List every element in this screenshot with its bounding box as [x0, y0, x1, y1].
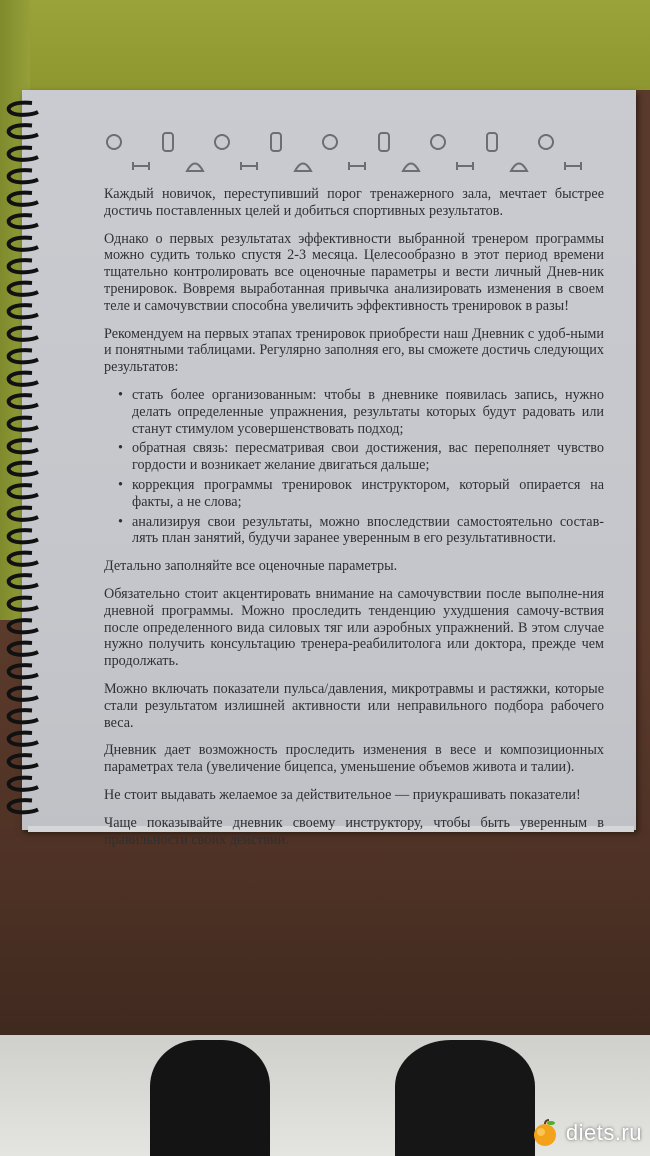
pattern-doodle — [187, 164, 203, 172]
spiral-ring — [9, 215, 38, 227]
spiral-ring — [9, 305, 38, 317]
spiral-ring — [9, 800, 38, 812]
spiral-ring — [9, 530, 38, 542]
pattern-doodle — [107, 135, 121, 149]
spiral-ring — [9, 710, 38, 722]
pattern-doodle — [215, 135, 229, 149]
pattern-doodle — [487, 133, 497, 151]
paragraph: Каждый новичок, переступивший порог тренажерного зала, мечтает быстрее достичь поставленных целей и добиться спортивных результатов. — [104, 186, 604, 219]
paragraph: Не стоит выдавать желаемое за действительное — приукрашивать показатели! — [104, 786, 581, 803]
spiral-ring — [9, 485, 38, 497]
pattern-doodle — [295, 164, 311, 172]
spiral-ring — [9, 328, 38, 340]
spiral-ring — [9, 778, 38, 790]
spiral-ring — [9, 103, 38, 115]
spiral-ring — [9, 395, 38, 407]
spiral-ring — [9, 643, 38, 655]
spiral-ring — [9, 125, 38, 137]
list-item: • анализируя свои результаты, можно впоследствии самостоятельно состав-лять план занятий, будучи заранее уверенным в его результативности. — [132, 514, 604, 548]
apple-logo-icon — [530, 1118, 560, 1148]
spiral-ring — [9, 170, 38, 182]
list-item: • обратная связь: пересматривая свои достижения, вас переполняет чувство гордости и возникает желание двигаться дальше; — [132, 440, 604, 474]
article-text — [104, 186, 604, 859]
spiral-ring — [9, 260, 38, 272]
shoe-left — [150, 1040, 270, 1156]
spiral-ring — [9, 350, 38, 362]
shoe-right — [395, 1040, 535, 1156]
spiral-ring — [9, 463, 38, 475]
pattern-doodle — [457, 162, 473, 170]
list-item: • коррекция программы тренировок инструктором, который опирается на факты, а не слова; — [132, 477, 604, 511]
pattern-doodle — [323, 135, 337, 149]
paragraph: Обязательно стоит акцентировать внимание на самочувствии после выполне-ния дневной программы. Можно проследить тенденцию ухудшения самочу-вствия после определенного вида силовых тяг или аэробных упражнений. В этом случае нужно получить консультацию тренера-реабилитолога или доктора, прежде чем продолжать. — [104, 585, 604, 670]
pattern-doodle — [163, 133, 173, 151]
spiral-ring — [9, 238, 38, 250]
pattern-doodle — [133, 162, 149, 170]
pattern-doodle — [241, 162, 257, 170]
pattern-doodle — [379, 133, 389, 151]
pattern-doodle — [403, 164, 419, 172]
results-list — [104, 387, 604, 547]
spiral-binding-icon — [2, 95, 42, 835]
paragraph: Чаще показывайте дневник своему инструктору, чтобы быть уверенным в правильности своих действий. — [104, 814, 604, 848]
list-item: • стать более организованным: чтобы в дневнике появилась запись, нужно делать определенные упражнения, результаты которых будут радовать или станут стимулом усовершенствовать подход; — [132, 387, 604, 437]
spiral-ring — [9, 733, 38, 745]
spiral-ring — [9, 418, 38, 430]
spiral-ring — [9, 553, 38, 565]
watermark-text: diets.ru — [565, 1120, 642, 1145]
paragraph: Однако о первых результатах эффективности выбранной тренером программы можно судить только спустя 2-3 месяца. Целесообразно в этот период времени тщательно контролировать все оценочные параметры и вести личный Днев-ник тренировок. Вовремя выработанная привычка анализировать изменения в своем теле и самочувствии способна увеличить эффективность тренировок в разы! — [104, 230, 604, 314]
spiral-ring — [9, 148, 38, 160]
pattern-doodle — [271, 133, 281, 151]
fitness-pattern-strip — [104, 128, 600, 184]
spiral-ring — [9, 688, 38, 700]
spiral-ring — [9, 575, 38, 587]
paragraph: Можно включать показатели пульса/давления, микротравмы и растяжки, которые стали результатом излишней активности или неправильного подбора рабочего веса. — [104, 680, 604, 731]
watermark — [530, 1118, 642, 1148]
spiral-ring — [9, 755, 38, 767]
spiral-ring — [9, 598, 38, 610]
pattern-doodle — [431, 135, 445, 149]
spiral-ring — [9, 373, 38, 385]
paragraph: Дневник дает возможность проследить изменения в весе и композиционных параметрах тела (увеличение бицепса, уменьшение объемов живота и талии). — [104, 742, 604, 776]
paragraph: Рекомендуем на первых этапах тренировок приобрести наш Дневник с удоб-ными и понятными таблицами. Регулярно заполняя его, вы сможете достичь следующих результатов: — [104, 325, 604, 376]
spiral-ring — [9, 193, 38, 205]
spiral-ring — [9, 620, 38, 632]
pattern-doodle — [511, 164, 527, 172]
spiral-ring — [9, 283, 38, 295]
pattern-doodle — [349, 162, 365, 170]
spiral-ring — [9, 440, 38, 452]
pattern-doodle — [539, 135, 553, 149]
paragraph: Детально заполняйте все оценочные параметры. — [104, 558, 398, 575]
spiral-ring — [9, 665, 38, 677]
pattern-doodle — [565, 162, 581, 170]
background-wall — [0, 0, 650, 90]
spiral-ring — [9, 508, 38, 520]
